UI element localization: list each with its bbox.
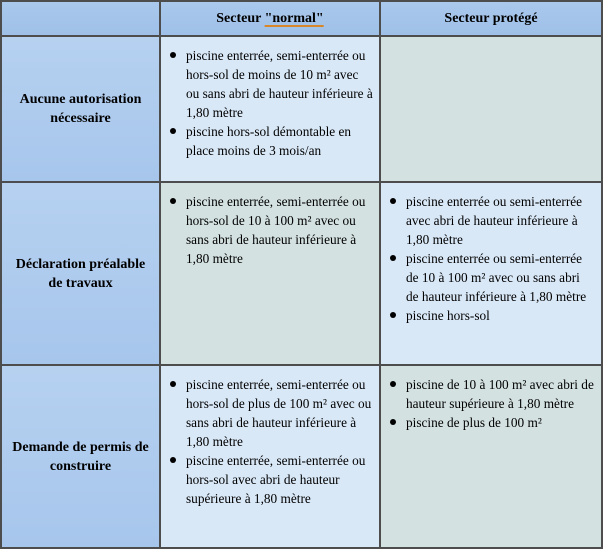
cell-prior-declaration-protected (381, 183, 601, 364)
row-header-no-authorization (2, 37, 159, 181)
column-header-normal-prefix: Secteur (216, 10, 265, 26)
column-header-normal-emphasis: "normal" (264, 10, 324, 26)
cell-prior-declaration-normal (161, 183, 379, 364)
list-item: piscine enterrée ou semi-enterrée de 10 à 100 m² avec ou sans abri de hauteur inférieure à 1,80 mètre (387, 249, 595, 306)
list-item: piscine de 10 à 100 m² avec abri de hauteur supérieure à 1,80 mètre (387, 375, 595, 413)
cell-building-permit-normal (161, 366, 379, 547)
cell-building-permit-protected (381, 366, 601, 547)
row-header-label: Déclaration préalable de travaux (15, 256, 146, 291)
corner-header-cell (2, 2, 159, 35)
list-item: piscine enterrée ou semi-enterrée avec abri de hauteur inférieure à 1,80 mètre (387, 192, 595, 249)
column-header-protected (381, 2, 601, 35)
column-header-protected-label: Secteur protégé (444, 10, 538, 26)
row-header-label: Demande de permis de construire (12, 439, 149, 474)
list-item: piscine hors-sol démontable en place moins de 3 mois/an (167, 122, 373, 160)
list-item: piscine enterrée, semi-enterrée ou hors-sol avec abri de hauteur supérieure à 1,80 mètre (167, 451, 373, 508)
list-item: piscine enterrée, semi-enterrée ou hors-sol de moins de 10 m² avec ou sans abri de hauteur inférieure à 1,80 mètre (167, 46, 373, 122)
column-header-normal (161, 2, 379, 35)
list-item: piscine enterrée, semi-enterrée ou hors-sol de 10 à 100 m² avec ou sans abri de hauteur inférieure à 1,80 mètre (167, 192, 373, 268)
cell-no-authorization-protected (381, 37, 601, 181)
list-item: piscine hors-sol (387, 306, 595, 325)
list-item: piscine enterrée, semi-enterrée ou hors-sol de plus de 100 m² avec ou sans abri de hauteur inférieure à 1,80 mètre (167, 375, 373, 451)
list-item: piscine de plus de 100 m² (387, 413, 595, 432)
cell-no-authorization-normal (161, 37, 379, 181)
row-header-prior-declaration (2, 183, 159, 364)
row-header-building-permit (2, 366, 159, 547)
row-header-label: Aucune autorisation nécessaire (19, 92, 142, 126)
